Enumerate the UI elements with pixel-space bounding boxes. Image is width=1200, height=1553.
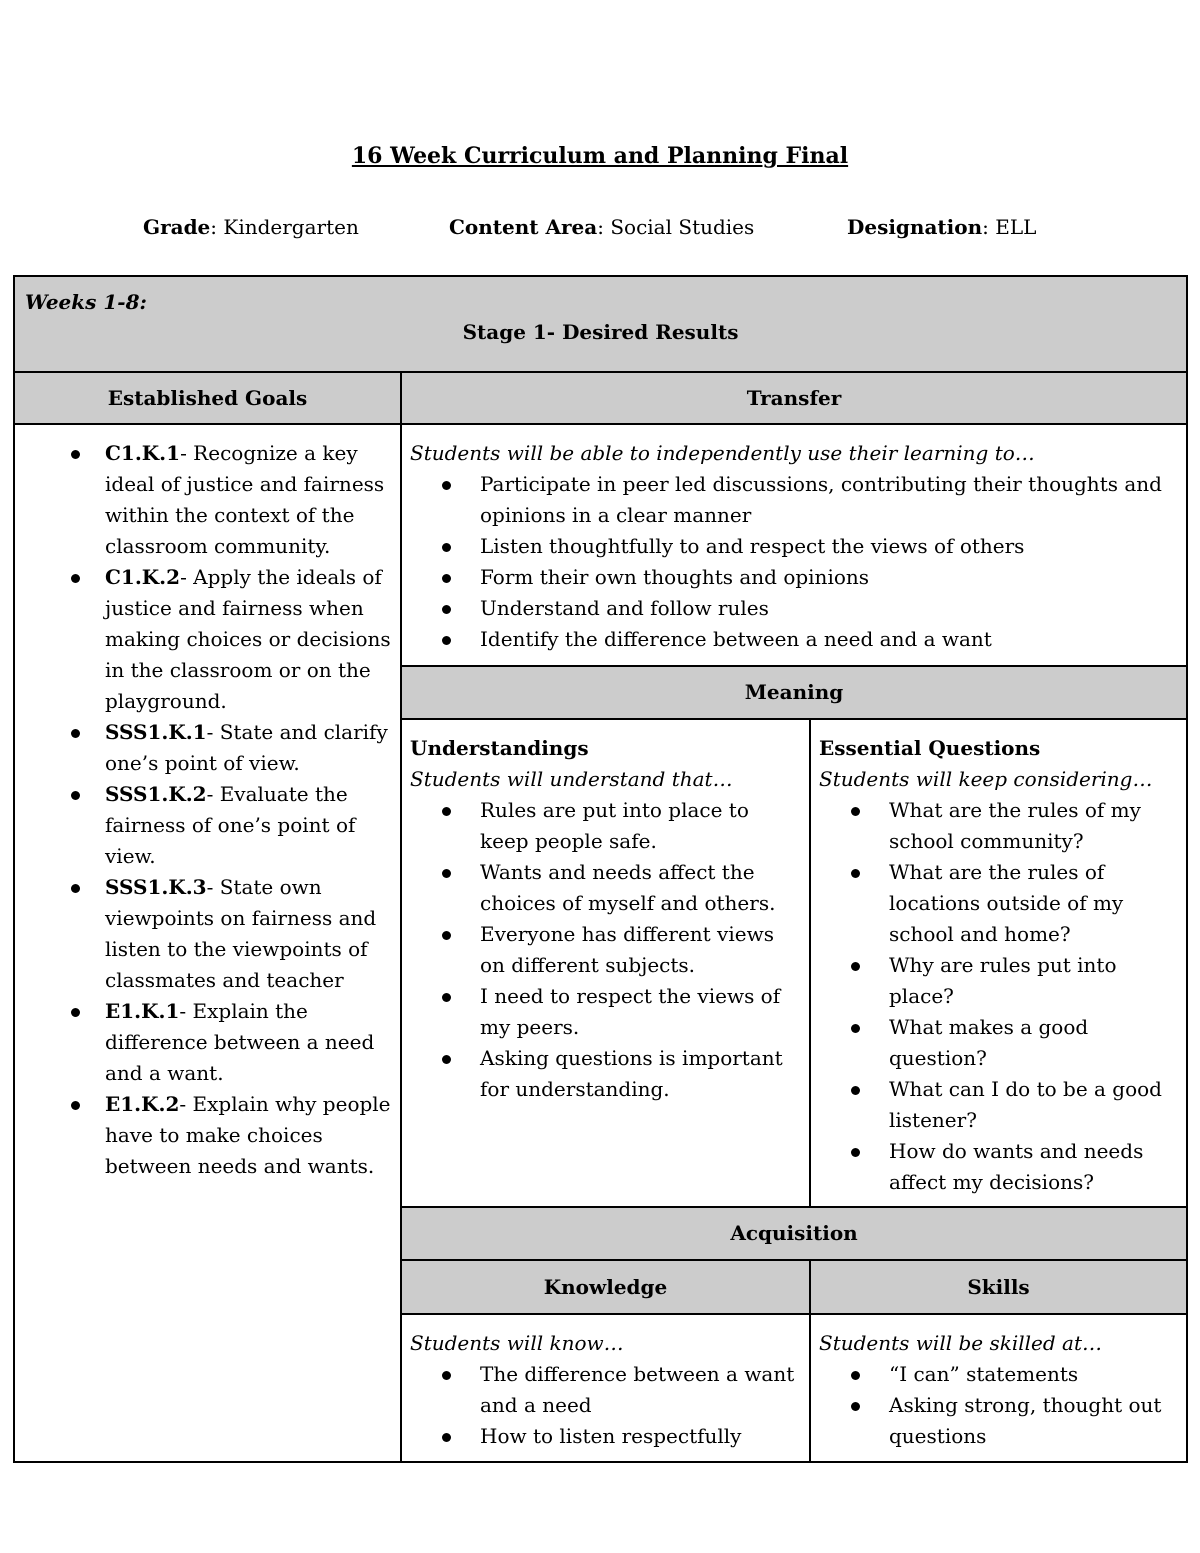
list-item: Participate in peer led discussions, contributing their thoughts and opinions in a clear manner <box>480 469 1178 531</box>
designation-label: Designation <box>847 215 983 239</box>
goal-code: C1.K.2 <box>105 565 181 589</box>
list-item <box>105 1089 392 1182</box>
list-item: “I can” statements <box>889 1359 1178 1390</box>
list-item: I need to respect the views of my peers. <box>480 981 801 1043</box>
goal-text: - Explain the difference between a need and a want. <box>105 999 375 1085</box>
curriculum-table <box>13 275 1188 1463</box>
meaning-header: Meaning <box>401 666 1187 719</box>
content-area-value: : Social Studies <box>597 215 755 239</box>
list-item: What makes a good question? <box>889 1012 1178 1074</box>
grade-meta <box>143 215 359 239</box>
skills-intro: Students will be skilled at… <box>819 1331 1102 1355</box>
understandings-cell <box>401 719 810 1207</box>
skills-cell <box>810 1314 1187 1462</box>
skills-header: Skills <box>810 1260 1187 1314</box>
list-item: Asking strong, thought out questions <box>889 1390 1178 1452</box>
essential-questions-intro: Students will keep considering… <box>819 767 1153 791</box>
knowledge-cell <box>401 1314 810 1462</box>
list-item: Wants and needs affect the choices of myself and others. <box>480 857 801 919</box>
goal-code: SSS1.K.1 <box>105 720 207 744</box>
goal-code: C1.K.1 <box>105 441 181 465</box>
list-item: How to listen respectfully <box>480 1421 801 1452</box>
designation-value: : ELL <box>982 215 1037 239</box>
goals-list <box>23 438 392 1182</box>
transfer-cell <box>401 424 1187 666</box>
essential-questions-list <box>819 795 1178 1198</box>
grade-value: : Kindergarten <box>210 215 359 239</box>
list-item: How do wants and needs affect my decisions? <box>889 1136 1178 1198</box>
list-item: What are the rules of locations outside of my school and home? <box>889 857 1178 950</box>
list-item <box>105 438 392 562</box>
grade-label: Grade <box>143 215 211 239</box>
content-area-meta <box>449 215 754 239</box>
document-title: 16 Week Curriculum and Planning Final <box>351 143 849 169</box>
list-item: Listen thoughtfully to and respect the views of others <box>480 531 1178 562</box>
list-item: What are the rules of my school community? <box>889 795 1178 857</box>
list-item <box>105 996 392 1089</box>
document-meta-row <box>0 215 1200 243</box>
essential-questions-title: Essential Questions <box>819 736 1041 760</box>
goal-text: - State own viewpoints on fairness and listen to the viewpoints of classmates and teacher <box>105 875 377 992</box>
transfer-intro: Students will be able to independently use their learning to… <box>410 441 1035 465</box>
goal-code: E1.K.1 <box>105 999 180 1023</box>
list-item <box>105 717 392 779</box>
designation-meta <box>847 215 1036 239</box>
list-item: Everyone has different views on different subjects. <box>480 919 801 981</box>
goal-text: - Recognize a key ideal of justice and fairness within the context of the classroom community. <box>105 441 385 558</box>
established-goals-header: Established Goals <box>14 372 401 424</box>
list-item: The difference between a want and a need <box>480 1359 801 1421</box>
essential-questions-cell <box>810 719 1187 1207</box>
goal-code: SSS1.K.2 <box>105 782 207 806</box>
list-item: Form their own thoughts and opinions <box>480 562 1178 593</box>
list-item <box>105 562 392 717</box>
acquisition-header: Acquisition <box>401 1207 1187 1260</box>
weeks-label: Weeks 1-8: <box>25 290 147 314</box>
list-item: Understand and follow rules <box>480 593 1178 624</box>
established-goals-cell <box>14 424 401 1462</box>
goal-text: - Explain why people have to make choices between needs and wants. <box>105 1092 391 1178</box>
list-item: Why are rules put into place? <box>889 950 1178 1012</box>
goal-code: SSS1.K.3 <box>105 875 207 899</box>
knowledge-intro: Students will know… <box>410 1331 624 1355</box>
transfer-header: Transfer <box>401 372 1187 424</box>
transfer-list <box>410 469 1178 655</box>
understandings-list <box>410 795 801 1105</box>
knowledge-header: Knowledge <box>401 1260 810 1314</box>
list-item <box>105 872 392 996</box>
list-item <box>105 779 392 872</box>
goal-text: - State and clarify one’s point of view. <box>105 720 388 775</box>
understandings-title: Understandings <box>410 736 589 760</box>
understandings-intro: Students will understand that… <box>410 767 733 791</box>
list-item: Rules are put into place to keep people safe. <box>480 795 801 857</box>
skills-list <box>819 1359 1178 1452</box>
content-area-label: Content Area <box>449 215 598 239</box>
list-item: What can I do to be a good listener? <box>889 1074 1178 1136</box>
list-item: Identify the difference between a need and a want <box>480 624 1178 655</box>
goal-text: - Evaluate the fairness of one’s point of view. <box>105 782 356 868</box>
stage-header-cell <box>14 276 1187 372</box>
goal-text: - Apply the ideals of justice and fairness when making choices or decisions in the classroom or on the playground. <box>105 565 391 713</box>
list-item: Asking questions is important for understanding. <box>480 1043 801 1105</box>
stage-label: Stage 1- Desired Results <box>462 320 739 344</box>
goal-code: E1.K.2 <box>105 1092 180 1116</box>
knowledge-list <box>410 1359 801 1452</box>
